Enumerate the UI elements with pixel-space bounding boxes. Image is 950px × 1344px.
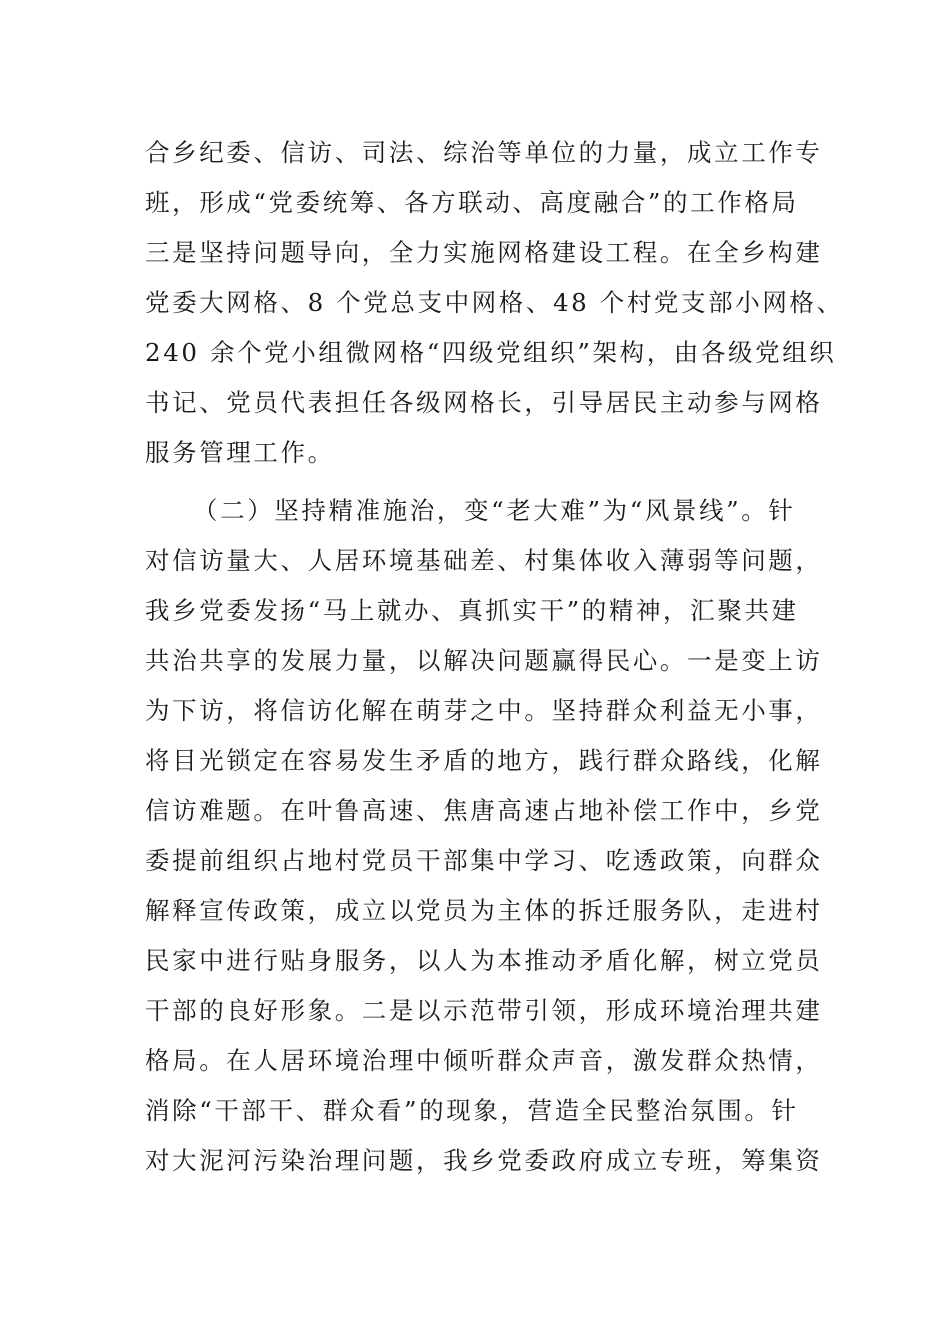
text-line: 合乡纪委、信访、司法、综治等单位的力量，成立工作专 [145,138,823,167]
text-line: 民家中进行贴身服务，以人为本推动矛盾化解，树立党员 [145,946,823,975]
text-line: 对大泥河污染治理问题，我乡党委政府成立专班，筹集资 [145,1146,823,1175]
text-line: 解释宣传政策，成立以党员为主体的拆迁服务队，走进村 [145,896,823,925]
text-line: 共治共享的发展力量，以解决问题赢得民心。一是变上访 [145,646,823,675]
text-line: 信访难题。在叶鲁高速、焦唐高速占地补偿工作中，乡党 [145,796,823,825]
text-line: 委提前组织占地村党员干部集中学习、吃透政策，向群众 [145,846,823,875]
text-line: 将目光锁定在容易发生矛盾的地方，践行群众路线，化解 [145,746,823,775]
text-line: 班，形成“党委统筹、各方联动、高度融合”的工作格局 [145,188,799,217]
text-line: 书记、党员代表担任各级网格长，引导居民主动参与网格 [145,388,823,417]
paragraph-continuation [145,128,844,478]
text-line: 对信访量大、人居环境基础差、村集体收入薄弱等问题， [145,546,823,575]
text-line: 服务管理工作。 [145,438,335,467]
text-line: 240 余个党小组微网格“四级党组织”架构，由各级党组织 [145,338,837,367]
paragraph-section-two [145,486,823,1186]
text-line: 三是坚持问题导向，全力实施网格建设工程。在全乡构建 [145,238,823,267]
text-line: 干部的良好形象。二是以示范带引领，形成环境治理共建 [145,996,823,1025]
text-line: 党委大网格、8 个党总支中网格、48 个村党支部小网格、 [145,288,844,317]
text-line: 为下访，将信访化解在萌芽之中。坚持群众利益无小事， [145,696,823,725]
section-heading-line: （二）坚持精准施治，变“老大难”为“风景线”。针 [193,496,796,525]
text-line: 消除“干部干、群众看”的现象，营造全民整治氛围。针 [145,1096,799,1125]
text-line: 格局。在人居环境治理中倾听群众声音，激发群众热情， [145,1046,823,1075]
text-line: 我乡党委发扬“马上就办、真抓实干”的精神，汇聚共建 [145,596,799,625]
